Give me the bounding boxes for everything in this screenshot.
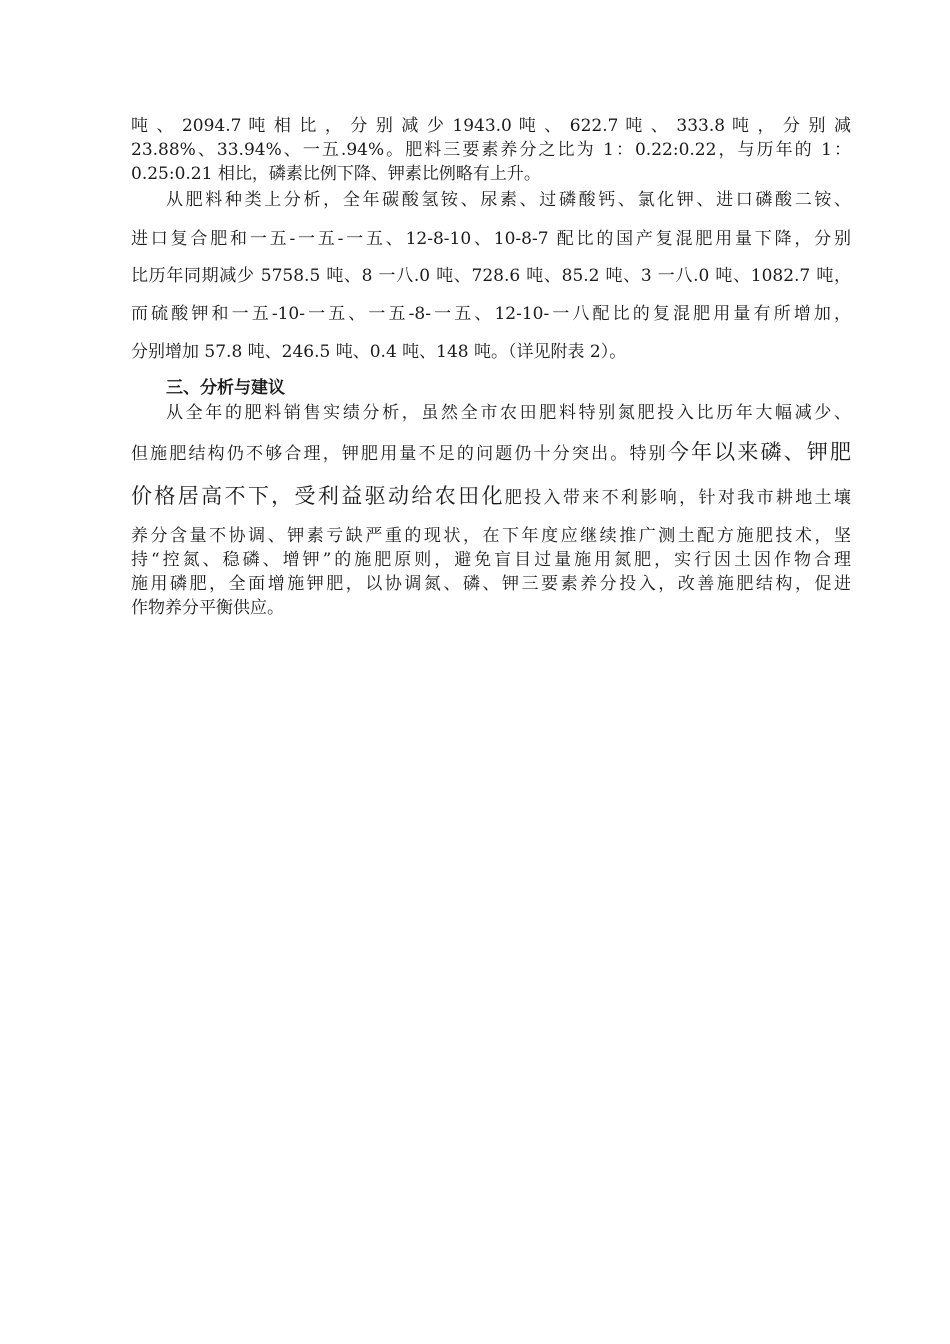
para3-line-1: 从全年的肥料销售实绩分析，虽然全市农田肥料特别氮肥投入比历年大幅减少、 <box>166 403 851 423</box>
para2-line-4: 而硫酸钾和一五-10-一五、一五-8-一五、12-10-一八配比的复混肥用量有所增加， <box>131 304 851 324</box>
para3-line-6: 施用磷肥，全面增施钾肥，以协调氮、磷、钾三要素养分投入，改善施肥结构，促进 <box>131 574 851 594</box>
para1-line-1: 吨 、 2094.7 吨 相 比 ， 分 别 减 少 1943.0 吨 、 622.7 吨 、 333.8 吨 ， 分 别 减 <box>131 116 851 136</box>
para3-line-7: 作物养分平衡供应。 <box>131 598 284 618</box>
para2-line-1: 从肥料种类上分析，全年碳酸氢铵、尿素、过磷酸钙、氯化钾、进口磷酸二铵、 <box>166 190 851 210</box>
para3-line-3 <box>131 482 851 512</box>
section-heading: 三、分析与建议 <box>166 378 285 398</box>
para3-line-4: 养分含量不协调、钾素亏缺严重的现状，在下年度应继续推广测土配方施肥技术，坚 <box>131 526 851 546</box>
para3-line-2 <box>131 438 851 468</box>
para3-line-2-normal: 但施肥结构仍不够合理，钾肥用量不足的问题仍十分突出。特别 <box>131 444 668 464</box>
para3-line-3-large: 价格居高不下，受利益驱动给农田化 <box>131 484 505 508</box>
para3-line-5: 持“控氮、稳磷、增钾”的施肥原则，避免盲目过量施用氮肥，实行因土因作物合理 <box>131 550 851 570</box>
para3-line-3-normal: 肥投入带来不利影响，针对我市耕地土壤 <box>504 488 851 508</box>
para1-line-2: 23.88%、33.94%、一五.94%。肥料三要素养分之比为 1：0.22:0.22，与历年的 1： <box>131 140 851 160</box>
para2-line-5: 分别增加 57.8 吨、246.5 吨、0.4 吨、148 吨。（详见附表 2）。 <box>131 342 627 362</box>
para3-line-2-large: 今年以来磷、钾肥 <box>667 440 851 464</box>
para2-line-2: 进口复合肥和一五-一五-一五、12-8-10、10-8-7 配比的国产复混肥用量下降，分别 <box>131 229 851 249</box>
para2-line-3: 比历年同期减少 5758.5 吨、8 一八.0 吨、728.6 吨、85.2 吨、3 一八.0 吨、1082.7 吨， <box>131 266 851 286</box>
para1-line-3: 0.25:0.21 相比，磷素比例下降、钾素比例略有上升。 <box>131 164 541 184</box>
